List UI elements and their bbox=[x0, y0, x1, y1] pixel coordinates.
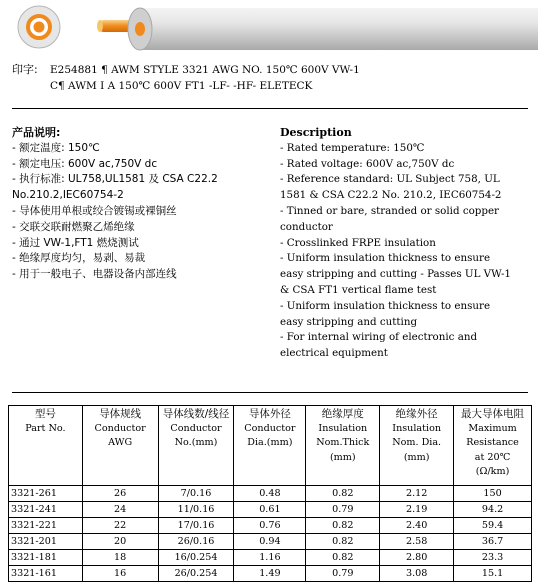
en-line: conductor bbox=[280, 220, 333, 233]
en-line: & CSA FT1 vertical flame test bbox=[280, 283, 437, 296]
en-line: electrical equipment bbox=[280, 347, 388, 360]
zh-line: No.210.2,IEC60754-2 bbox=[12, 189, 124, 202]
header-insulation-dia: 绝缘外径 Insulation Nom. Dia. (mm) bbox=[380, 406, 454, 486]
table-header-row bbox=[9, 406, 532, 486]
cable-illustration bbox=[0, 0, 538, 58]
table-row: 3321-161 16 26/0.254 1.49 0.79 3.08 15.1 bbox=[9, 566, 532, 582]
zh-title: 产品说明: bbox=[12, 126, 61, 139]
en-line: - Uniform insulation thickness to ensure bbox=[280, 299, 491, 312]
header-max-resistance: 最大导体电阻 Maximum Resistance at 20℃ (Ω/km) bbox=[454, 406, 532, 486]
cross-section-icon bbox=[18, 6, 60, 48]
table-row: 3321-201 20 26/0.16 0.94 0.82 2.58 36.7 bbox=[9, 534, 532, 550]
zh-line: - 额定电压: 600V ac,750V dc bbox=[12, 157, 158, 170]
marking-line-1-text: E254881 ¶ AWM STYLE 3321 AWG NO. 150℃ 600V VW-1 bbox=[50, 64, 360, 76]
en-line: - Rated temperature: 150℃ bbox=[280, 141, 425, 154]
marking-line-1 bbox=[12, 62, 360, 78]
header-conductor-awg: 导体规线 Conductor AWG bbox=[82, 406, 158, 486]
table-row: 3321-181 18 16/0.254 1.16 0.82 2.80 23.3 bbox=[9, 550, 532, 566]
description-chinese bbox=[12, 125, 267, 283]
marking-line-2-text: C¶ AWM I A 150℃ 600V FT1 -LF- -HF- ELETECK bbox=[50, 80, 313, 92]
marking-block bbox=[12, 62, 360, 94]
marking-prefix: 印字: bbox=[12, 63, 38, 76]
zh-line: - 导体使用单根或绞合镀锡或裸铜丝 bbox=[12, 204, 177, 217]
cable-drawing bbox=[0, 0, 538, 58]
en-line: easy stripping and cutting - Passes UL VW-1 bbox=[280, 268, 511, 281]
en-line: - Tinned or bare, stranded or solid copper bbox=[280, 204, 499, 217]
description-english bbox=[280, 125, 526, 362]
en-line: - Rated voltage: 600V ac,750V dc bbox=[280, 157, 455, 170]
en-line: - Uniform insulation thickness to ensure bbox=[280, 252, 491, 265]
table-row: 3321-261 26 7/0.16 0.48 0.82 2.12 150 bbox=[9, 486, 532, 502]
zh-line: - 额定温度: 150℃ bbox=[12, 141, 100, 154]
zh-line: - 绝缘厚度均匀，易剥、易裁 bbox=[12, 252, 146, 265]
zh-line: - 交联交联耐燃聚乙烯绝缘 bbox=[12, 220, 135, 233]
en-line: - Reference standard: UL Subject 758, UL bbox=[280, 173, 500, 186]
header-conductor-dia: 导体外径 Conductor Dia.(mm) bbox=[234, 406, 306, 486]
header-part-no: 型号 Part No. bbox=[9, 406, 83, 486]
header-conductor-no: 导体线数/线径 Conductor No.(mm) bbox=[158, 406, 234, 486]
table-row: 3321-221 22 17/0.16 0.76 0.82 2.40 59.4 bbox=[9, 518, 532, 534]
zh-line: - 通过 VW-1,FT1 燃烧测试 bbox=[12, 236, 139, 249]
divider-top bbox=[12, 108, 528, 109]
divider-bottom bbox=[12, 392, 528, 393]
en-line: easy stripping and cutting bbox=[280, 315, 418, 328]
en-line: 1581 & CSA C22.2 No. 210.2, IEC60754-2 bbox=[280, 189, 502, 202]
en-title: Description bbox=[280, 126, 352, 139]
zh-line: - 用于一般电子、电器设备内部连线 bbox=[12, 268, 177, 281]
header-insulation-thick: 绝缘厚度 Insulation Nom.Thick (mm) bbox=[306, 406, 380, 486]
zh-line: - 执行标准: UL758,UL1581 及 CSA C22.2 bbox=[12, 173, 218, 186]
en-line: - Crosslinked FRPE insulation bbox=[280, 236, 436, 249]
specification-table bbox=[8, 405, 532, 582]
table-row: 3321-241 24 11/0.16 0.61 0.79 2.19 94.2 bbox=[9, 502, 532, 518]
marking-line-2 bbox=[12, 78, 360, 94]
insulation-jacket-icon bbox=[128, 8, 538, 50]
en-line: - For internal wiring of electronic and bbox=[280, 331, 478, 344]
